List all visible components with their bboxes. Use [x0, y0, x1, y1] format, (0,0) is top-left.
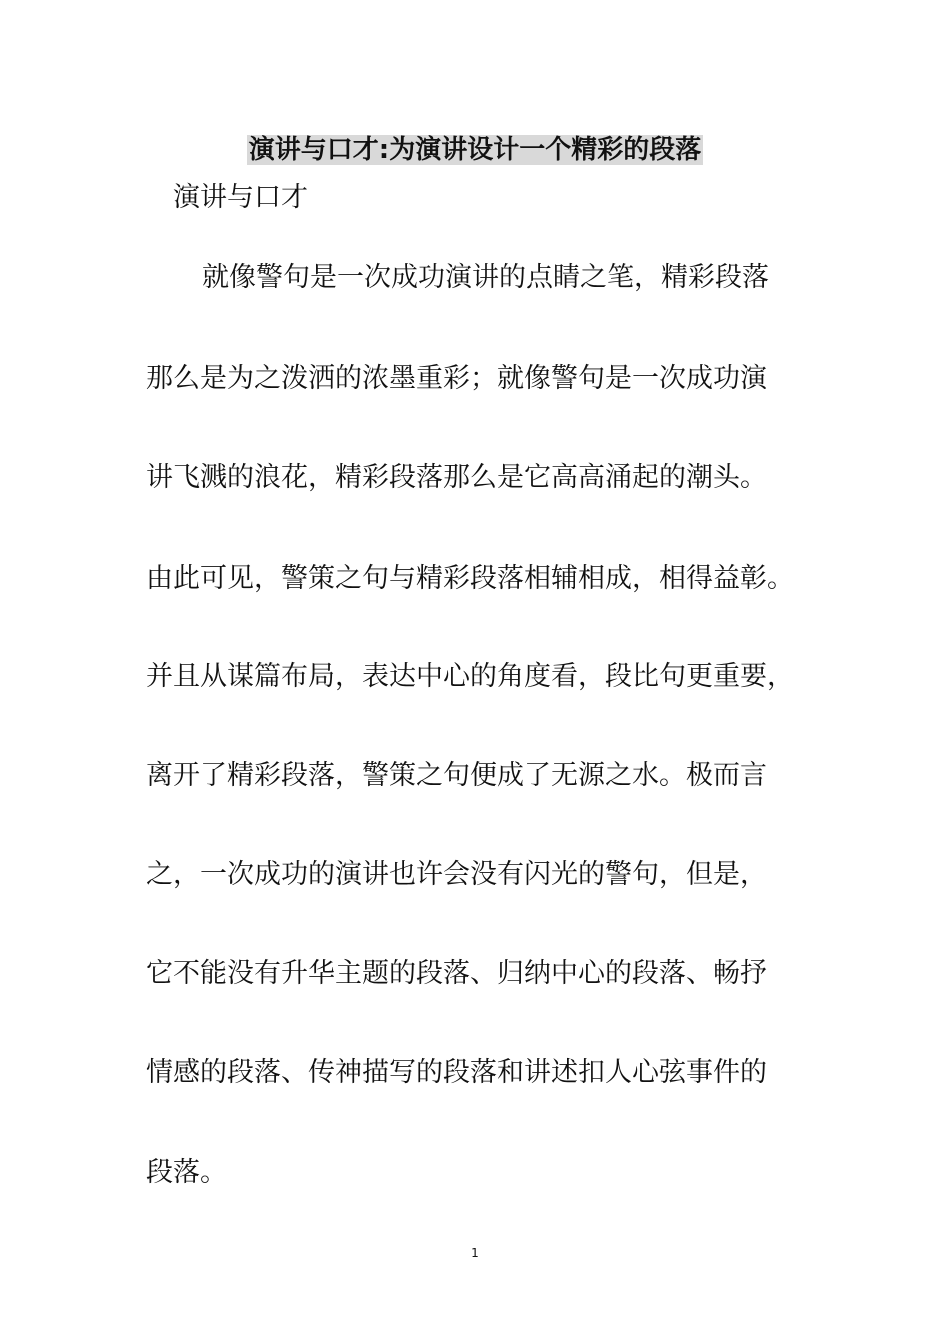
- page-title-text: 演讲与口才:为演讲设计一个精彩的段落: [248, 135, 702, 165]
- paragraph-line-7: 之，一次成功的演讲也许会没有闪光的警句，但是，: [146, 859, 767, 890]
- paragraph-line-6: 离开了精彩段落，警策之句便成了无源之水。极而言: [146, 760, 767, 791]
- paragraph-line-10: 段落。: [146, 1157, 227, 1188]
- page-title: [0, 133, 950, 167]
- paragraph-line-2: 那么是为之泼洒的浓墨重彩；就像警句是一次成功演: [146, 363, 767, 394]
- paragraph-line-3: 讲飞溅的浪花，精彩段落那么是它高高涌起的潮头。: [146, 462, 767, 493]
- paragraph-line-1: 就像警句是一次成功演讲的点睛之笔，精彩段落: [202, 262, 769, 293]
- subtitle: 演讲与口才: [173, 182, 308, 213]
- paragraph-line-9: 情感的段落、传神描写的段落和讲述扣人心弦事件的: [146, 1057, 767, 1088]
- paragraph-line-5: 并且从谋篇布局，表达中心的角度看，段比句更重要，: [146, 661, 794, 692]
- paragraph-line-4: 由此可见，警策之句与精彩段落相辅相成，相得益彰。: [146, 563, 794, 594]
- paragraph-line-8: 它不能没有升华主题的段落、归纳中心的段落、畅抒: [146, 958, 767, 989]
- page-number: 1: [471, 1246, 479, 1260]
